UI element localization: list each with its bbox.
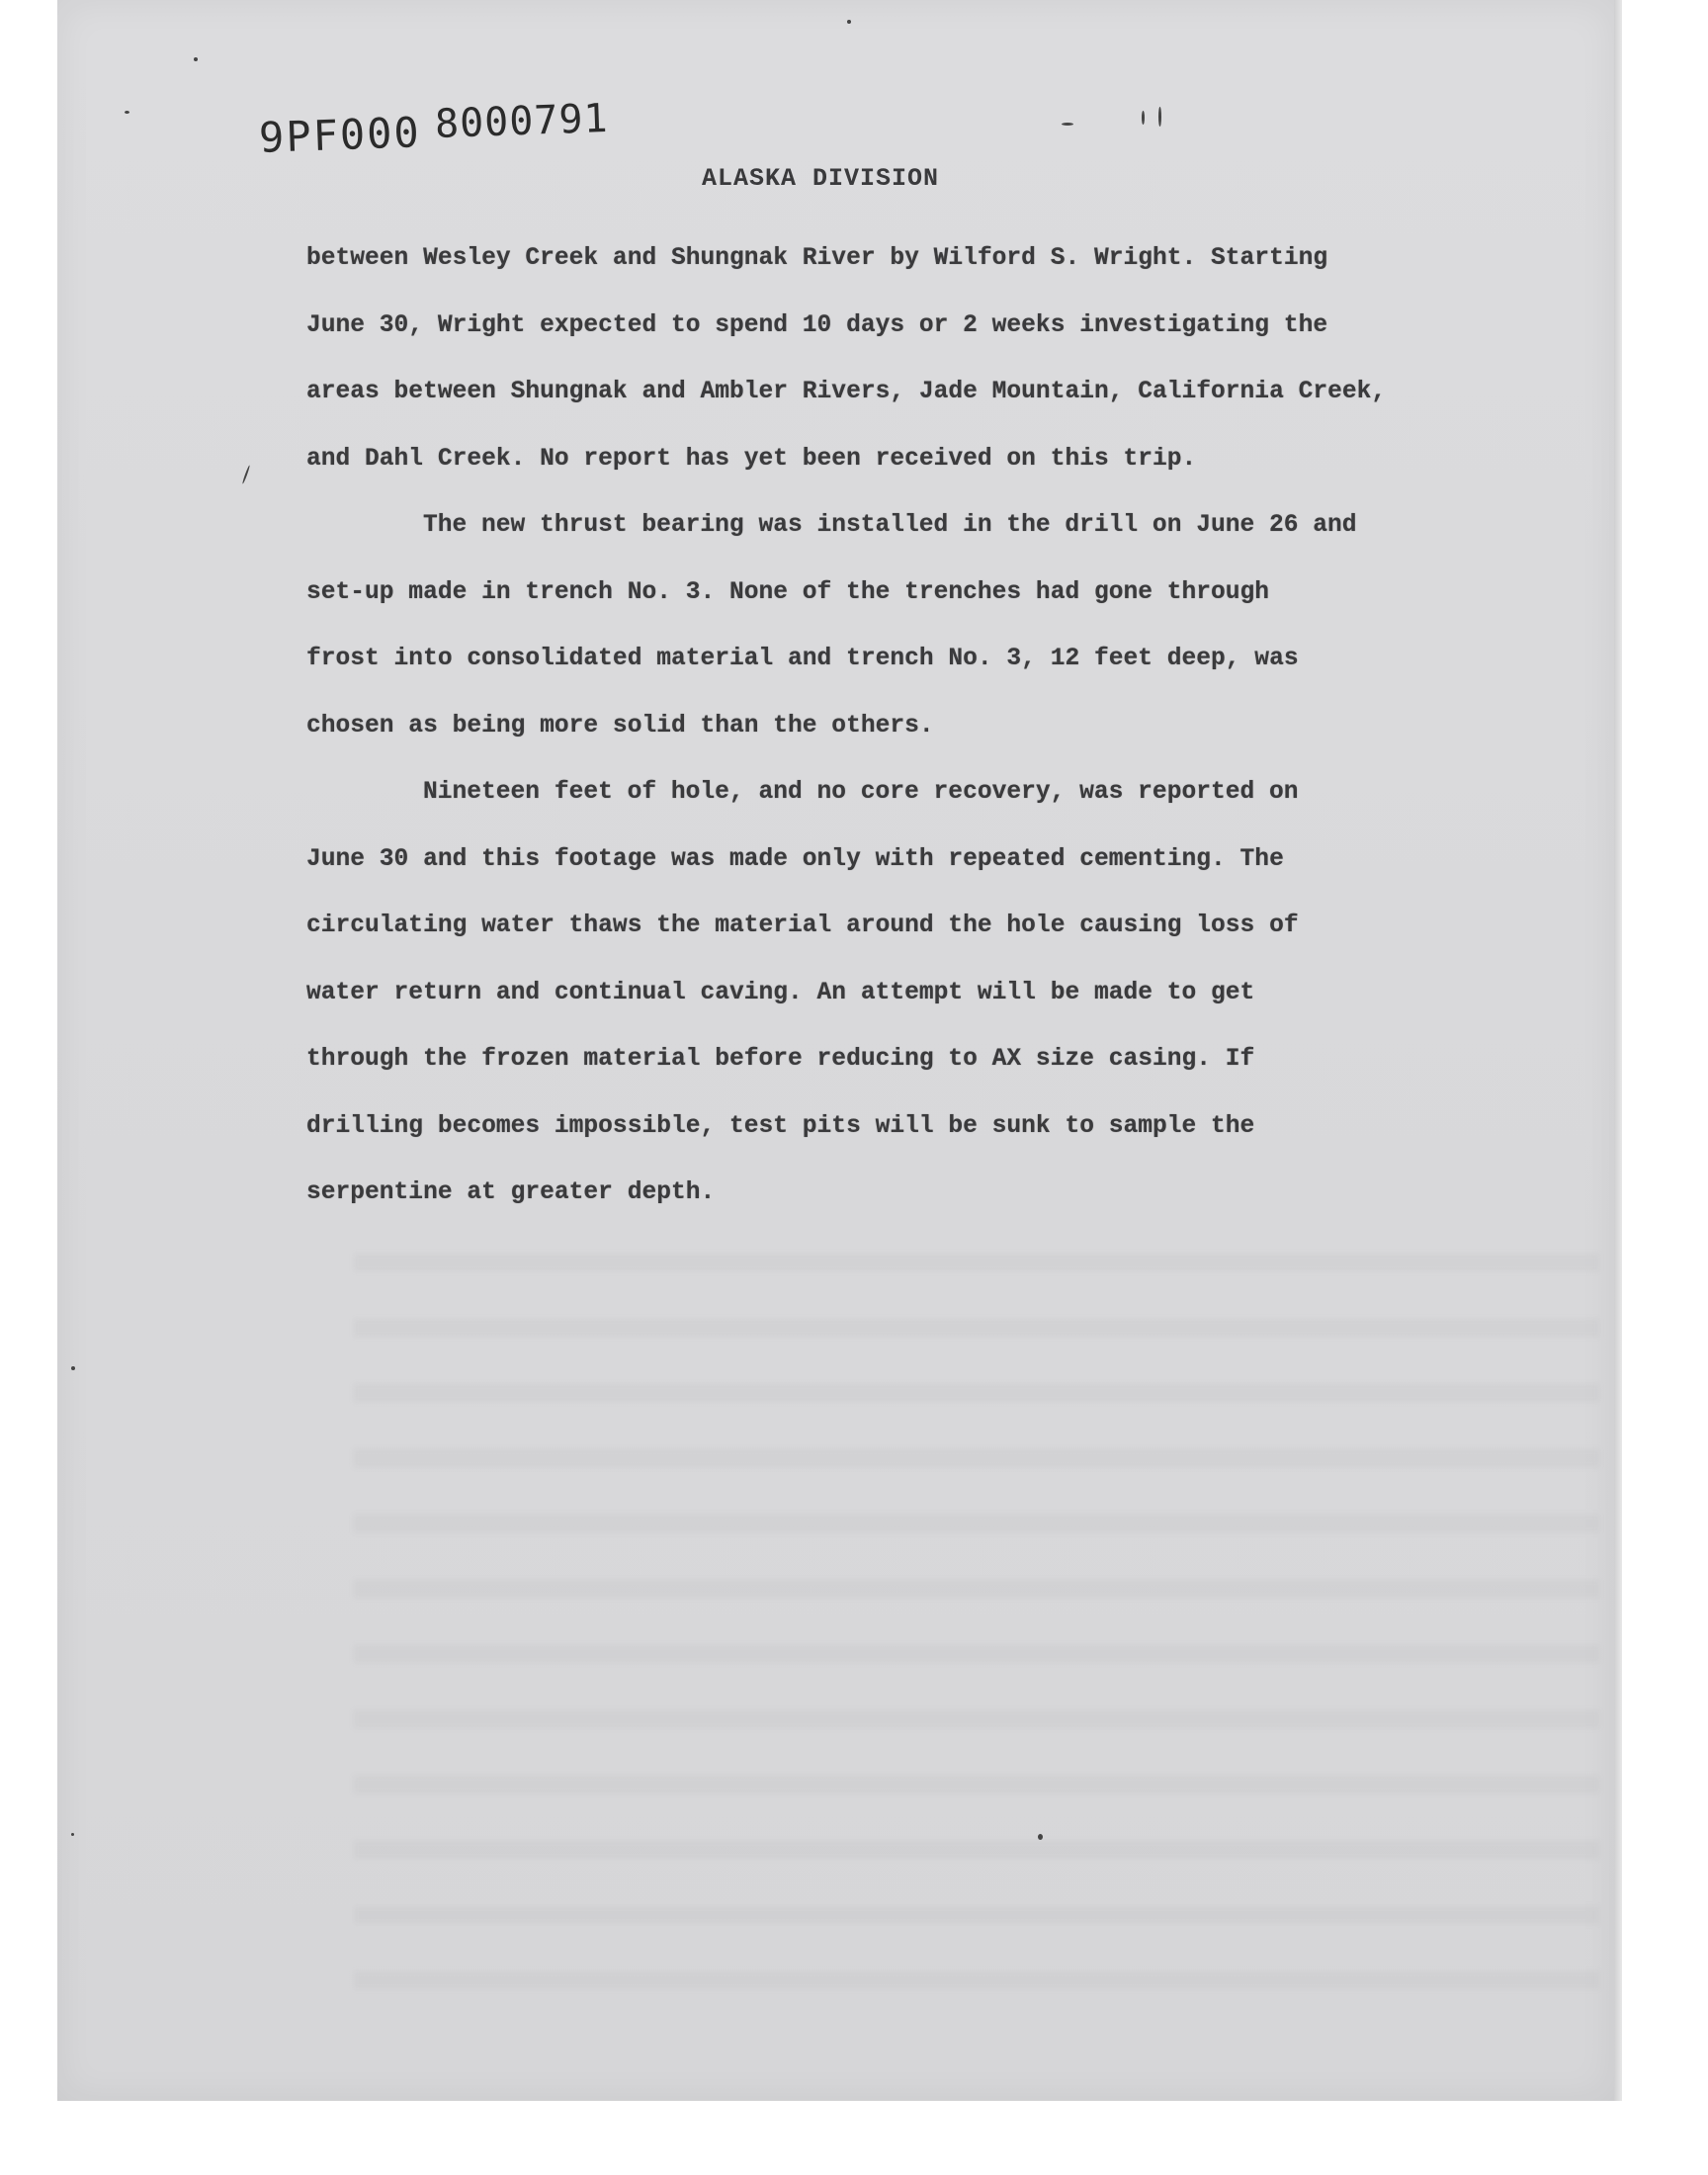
paragraph-1-line-2: June 30, Wright expected to spend 10 days or 2 weeks investigating the [306,311,1328,339]
scan-speck [1142,111,1145,125]
paragraph-2-line-1: The new thrust bearing was installed in the drill on June 26 and [423,512,1357,539]
paragraph-3-line-5: through the frozen material before reducing to AX size casing. If [306,1046,1255,1073]
paper-edge [1614,0,1622,2101]
paragraph-1-line-1: between Wesley Creek and Shungnak River by Wilford S. Wright. Starting [306,245,1328,272]
paragraph-3-line-6: drilling becomes impossible, test pits will be sunk to sample the [306,1112,1255,1140]
scan-speck [1038,1834,1043,1840]
scan-speck [1062,123,1073,126]
paragraph-1-line-4: and Dahl Creek. No report has yet been received on this trip. [306,445,1197,473]
page-header: ALASKA DIVISION [702,164,940,193]
paragraph-2-line-4: chosen as being more solid than the others. [306,712,934,740]
scan-speck [194,57,198,61]
scan-speck [847,20,851,24]
bleed-through-text [354,1206,1599,2017]
paragraph-1-line-3: areas between Shungnak and Ambler Rivers, Jade Mountain, California Creek, [306,379,1387,405]
scan-speck [71,1833,74,1836]
scan-margin [0,2101,1708,2175]
paragraph-3-line-7: serpentine at greater depth. [306,1179,716,1206]
paragraph-2-line-3: frost into consolidated material and trench No. 3, 12 feet deep, was [306,646,1299,672]
scan-speck [125,111,129,114]
paragraph-3-line-2: June 30 and this footage was made only with repeated cementing. The [306,845,1284,873]
paragraph-3-line-3: circulating water thaws the material around the hole causing loss of [306,913,1299,939]
document-id-stamp-overlay: 8000791 [434,95,610,148]
paragraph-3-line-1: Nineteen feet of hole, and no core recovery, was reported on [423,779,1299,806]
paragraph-3-line-4: water return and continual caving. An attempt will be made to get [306,979,1255,1006]
scan-speck [1158,107,1161,127]
document-id-stamp: 9PF000 [258,108,422,162]
document-body [306,225,1542,1227]
scan-speck [71,1366,75,1370]
paragraph-2-line-2: set-up made in trench No. 3. None of the trenches had gone through [306,578,1270,606]
